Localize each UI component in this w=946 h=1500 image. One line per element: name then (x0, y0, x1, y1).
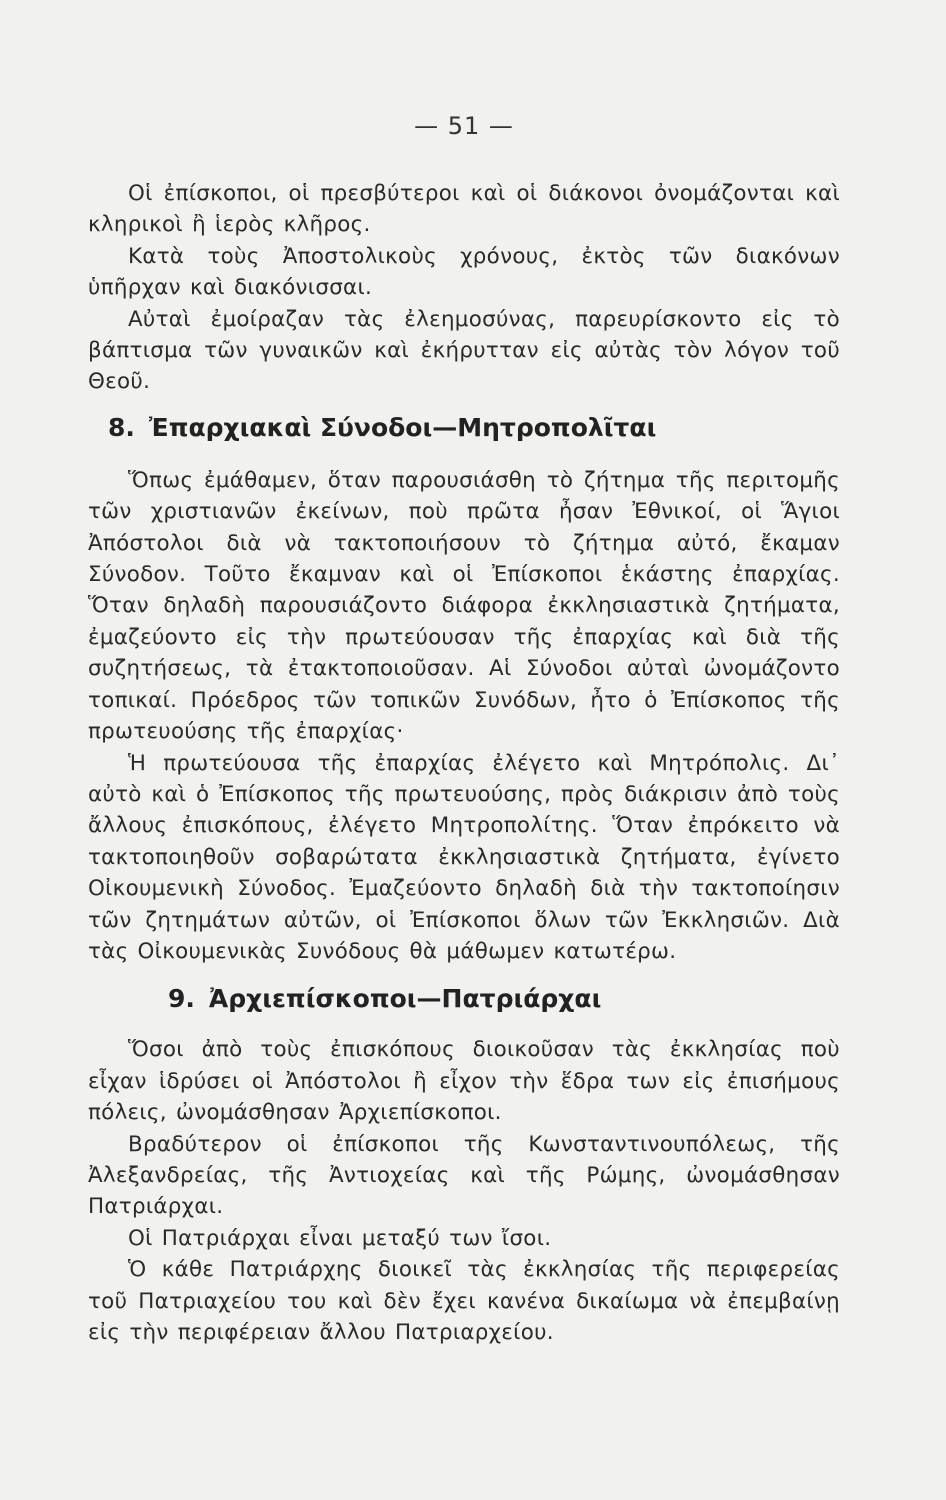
paragraph: Αὐταὶ ἐμοίραζαν τὰς ἐλεημοσύνας, παρευρίσκοντο εἰς τὸ βάπτισμα τῶν γυναικῶν καὶ ἐκήρυτταν εἰς αὐτὰς τὸν λόγον τοῦ Θεοῦ. (88, 306, 840, 395)
section-8-body (88, 465, 840, 968)
book-page (88, 112, 840, 1348)
paragraph: Οἱ Πατριάρχαι εἶναι μεταξύ των ἴσοι. (128, 1225, 552, 1251)
section-9-heading (88, 983, 840, 1014)
section-title: Ἐπαρχιακαὶ Σύνοδοι—Μητροπολῖται (148, 412, 657, 442)
paragraph: Ὅπως ἐμάθαμεν, ὅταν παρουσιάσθη τὸ ζήτημα τῆς περιτομῆς τῶν χριστιανῶν ἐκείνων, ποὺ πρῶτα ἦσαν Ἐθνικοί, οἱ Ἅγιοι Ἀπόστολοι διὰ νὰ τακτοποιήσουν τὸ ζήτημα αὐτό, ἔκαμαν Σύνοδον. Τοῦτο ἔκαμναν καὶ οἱ Ἐπίσκοποι ἑκάστης ἐπαρχίας. Ὅταν δηλαδὴ παρουσιάζοντο διάφορα ἐκκλησιαστικὰ ζητήματα, ἐμαζεύοντο εἰς τὴν πρωτεύουσαν τῆς ἐπαρχίας καὶ διὰ τῆς συζητήσεως, τὰ ἐτακτοποιοῦσαν. Αἱ Σύνοδοι αὐταὶ ὠνομάζοντο τοπικαί. Πρόεδρος τῶν τοπικῶν Συνόδων, ἦτο ὁ Ἐπίσκοπος τῆς πρωτευούσης τῆς ἐπαρχίας· (88, 467, 840, 745)
section-8-heading (88, 412, 840, 443)
paragraph: Ὅσοι ἀπὸ τοὺς ἐπισκόπους διοικοῦσαν τὰς ἐκκλησίας ποὺ εἶχαν ἱδρύσει οἱ Ἀπόστολοι ἢ εἶχον τὴν ἕδρα των εἰς ἐπισήμους πόλεις, ὠνομάσθησαν Ἀρχιεπίσκοποι. (88, 1037, 840, 1126)
intro-block (88, 178, 840, 398)
paragraph: Ἡ πρωτεύουσα τῆς ἐπαρχίας ἐλέγετο καὶ Μητρόπολις. Δι᾿ αὐτὸ καὶ ὁ Ἐπίσκοπος τῆς πρωτευούσης, πρὸς διάκρισιν ἀπὸ τοὺς ἄλλους ἐπισκόπους, ἐλέγετο Μητροπολίτης. Ὅταν ἐπρόκειτο νὰ τακτοποιηθοῦν σοβαρώτατα ἐκκλησιαστικὰ ζητήματα, ἐγίνετο Οἰκουμενικὴ Σύνοδος. Ἐμαζεύοντο δηλαδὴ διὰ τὴν τακτοποίησιν τῶν ζητημάτων αὐτῶν, οἱ Ἐπίσκοποι ὅλων τῶν Ἐκκλησιῶν. Διὰ τὰς Οἰκουμενικὰς Συνόδους θὰ μάθωμεν κατωτέρω. (88, 750, 840, 964)
section-title: Ἀρχιεπίσκοποι—Πατριάρχαι (208, 984, 602, 1014)
page-number: — 51 — (414, 112, 514, 140)
section-9-body (88, 1034, 840, 1348)
paragraph: Βραδύτερον οἱ ἐπίσκοποι τῆς Κωνσταντινουπόλεως, τῆς Ἀλεξανδρείας, τῆς Ἀντιοχείας καὶ τῆς Ρώμης, ὠνομάσθησαν Πατριάρχαι. (88, 1131, 840, 1220)
paragraph: Οἱ ἐπίσκοποι, οἱ πρεσβύτεροι καὶ οἱ διάκονοι ὀνομάζονται καὶ κληρικοὶ ἢ ἱερὸς κλῆρος. (88, 181, 840, 238)
paragraph: Ὁ κάθε Πατριάρχης διοικεῖ τὰς ἐκκλησίας τῆς περιφερείας τοῦ Πατριαχείου του καὶ δὲν ἔχει κανένα δικαίωμα νὰ ἐπεμβαίνῃ εἰς τὴν περιφέρειαν ἄλλου Πατριαρχείου. (88, 1257, 840, 1345)
paragraph: Κατὰ τοὺς Ἀποστολικοὺς χρόνους, ἐκτὸς τῶν διακόνων ὑπῆρχαν καὶ διακόνισσαι. (88, 243, 840, 301)
section-number: 9. (168, 984, 195, 1014)
section-number: 8. (108, 412, 135, 442)
